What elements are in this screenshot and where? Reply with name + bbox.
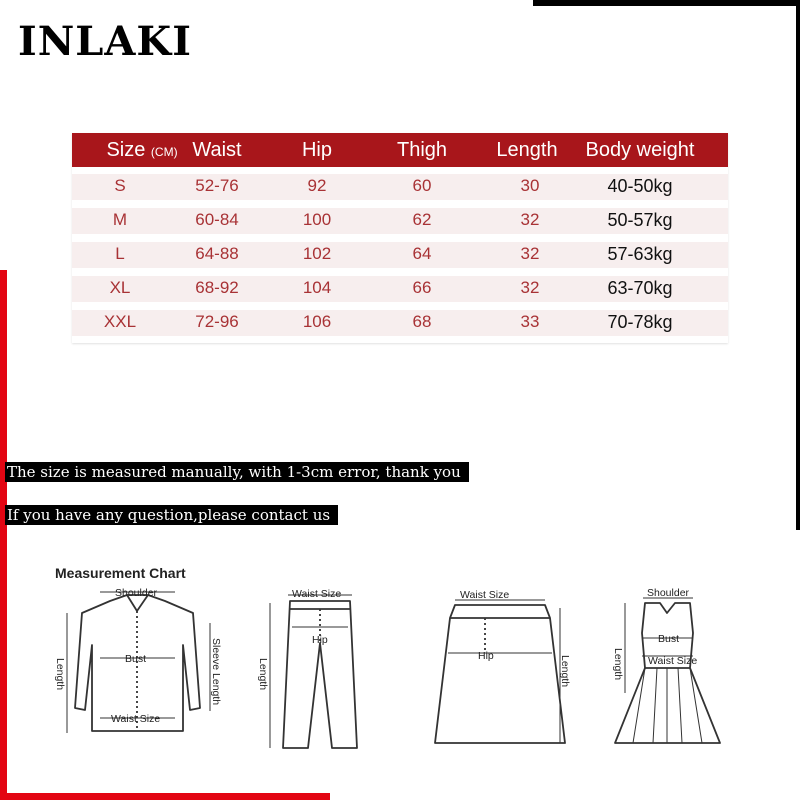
dress-bust-label: Bust	[658, 633, 680, 645]
table-row	[72, 208, 728, 234]
cell-thigh: 64	[412, 244, 432, 263]
pants-hip-label: Hip	[312, 634, 328, 646]
cell-waist: 72-96	[195, 312, 239, 331]
table-header	[72, 133, 728, 167]
contact-notice: If you have any question,please contact us	[5, 505, 338, 525]
header-thigh: Thigh	[396, 139, 448, 161]
pants-length-label: Length	[257, 658, 269, 691]
table-row	[72, 174, 728, 200]
cell-hip: 92	[307, 176, 327, 195]
cell-size: M	[112, 210, 128, 229]
cell-hip: 102	[302, 244, 332, 263]
top-border-bar	[533, 0, 800, 6]
right-border-bar	[796, 0, 800, 530]
header-waist: Waist	[192, 139, 242, 161]
pants-diagram	[250, 583, 370, 758]
cell-waist: 64-88	[195, 244, 239, 263]
skirt-hip-label: Hip	[478, 650, 494, 662]
size-table	[72, 133, 728, 343]
cell-size: L	[115, 244, 125, 263]
header-hip: Hip	[301, 139, 332, 161]
cell-thigh: 60	[412, 176, 432, 195]
dress-diagram	[605, 583, 730, 758]
table-row	[72, 242, 728, 268]
cell-length: 32	[520, 278, 540, 297]
table-row	[72, 310, 728, 336]
skirt-diagram	[420, 583, 580, 758]
measurement-error-notice: The size is measured manually, with 1-3cm error, thank you	[5, 462, 469, 482]
shirt-sleeve-label: Sleeve Length	[210, 638, 222, 706]
cell-length: 32	[520, 244, 540, 263]
cell-hip: 100	[302, 210, 332, 229]
pants-waist-label: Waist Size	[292, 588, 342, 600]
cell-length: 33	[520, 312, 540, 331]
cell-thigh: 68	[412, 312, 432, 331]
shirt-bust-label: Bust	[125, 653, 147, 665]
cell-size: S	[114, 176, 126, 195]
skirt-waist-label: Waist Size	[460, 589, 510, 601]
shirt-waist-label: Waist Size	[111, 713, 161, 725]
header-unit: (CM)	[150, 145, 178, 159]
cell-thigh: 66	[412, 278, 432, 297]
bottom-red-border	[0, 793, 330, 800]
header-size: Size (CM)	[106, 139, 178, 161]
table-row	[72, 276, 728, 302]
skirt-length-label: Length	[559, 655, 571, 688]
cell-weight: 63-70kg	[607, 278, 673, 298]
cell-hip: 104	[302, 278, 332, 297]
cell-length: 30	[520, 176, 540, 195]
cell-length: 32	[520, 210, 540, 229]
dress-waist-label: Waist Size	[648, 655, 698, 667]
left-red-border	[0, 270, 7, 800]
cell-hip: 106	[302, 312, 332, 331]
cell-weight: 57-63kg	[607, 244, 673, 264]
cell-waist: 52-76	[195, 176, 239, 195]
measurement-chart-title: Measurement Chart	[55, 565, 186, 581]
cell-thigh: 62	[412, 210, 432, 229]
shirt-length-label: Length	[54, 658, 66, 691]
header-length: Length	[496, 139, 558, 161]
header-body-weight: Body weight	[585, 139, 695, 161]
cell-weight: 50-57kg	[607, 210, 673, 230]
dress-shoulder-label: Shoulder	[647, 587, 690, 599]
shirt-shoulder-label: Shoulder	[115, 587, 158, 599]
cell-waist: 68-92	[195, 278, 239, 297]
cell-size: XL	[109, 278, 131, 297]
cell-weight: 70-78kg	[607, 312, 673, 332]
shirt-diagram	[45, 583, 230, 753]
dress-length-label: Length	[612, 648, 624, 681]
brand-logo: INLAKI	[18, 18, 192, 65]
cell-waist: 60-84	[195, 210, 239, 229]
cell-weight: 40-50kg	[607, 176, 673, 196]
cell-size: XXL	[103, 312, 137, 331]
